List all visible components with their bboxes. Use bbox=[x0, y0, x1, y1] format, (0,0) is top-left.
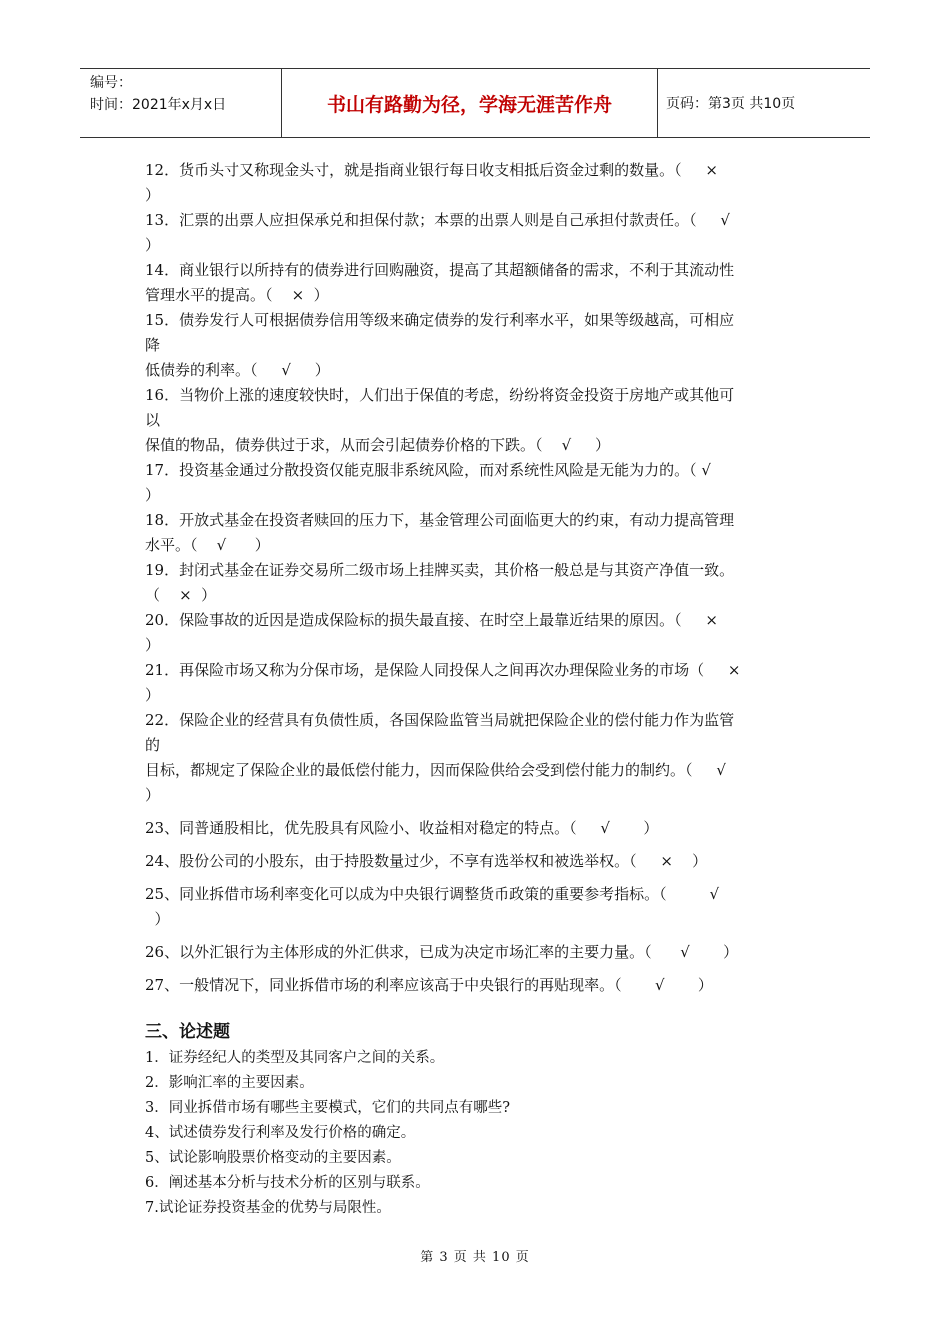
question-line: 水平。（ √ ） bbox=[145, 536, 270, 554]
question-line: ） bbox=[145, 186, 161, 204]
question-line: 13．汇票的出票人应担保承兑和担保付款；本票的出票人则是自己承担付款责任。（ √ bbox=[145, 211, 730, 229]
page-header bbox=[80, 68, 870, 138]
question-line: （ × ） bbox=[145, 586, 217, 604]
motto: 书山有路勤为径，学海无涯苦作舟 bbox=[282, 69, 658, 137]
question-line: 23、同普通股相比，优先股具有风险小、收益相对稳定的特点。（ √ ） bbox=[145, 819, 659, 837]
essay-section bbox=[145, 1018, 813, 1221]
question-line: 27、一般情况下，同业拆借市场的利率应该高于中央银行的再贴现率。（ √ ） bbox=[145, 976, 713, 994]
question-line: 降 bbox=[145, 336, 161, 354]
question-line: ） bbox=[145, 910, 170, 928]
question-line: ） bbox=[145, 486, 161, 504]
question-line: 14．商业银行以所持有的债券进行回购融资，提高了其超额储备的需求，不利于其流动性 bbox=[145, 261, 735, 279]
page-info: 页码：第3页 共10页 bbox=[666, 96, 796, 112]
question-line: ） bbox=[145, 236, 161, 254]
question-line: 26、以外汇银行为主体形成的外汇供求，已成为决定市场汇率的主要力量。（ √ ） bbox=[145, 943, 739, 961]
question-line: 的 bbox=[145, 736, 161, 754]
question-line: 22．保险企业的经营具有负债性质，各国保险监管当局就把保险企业的偿付能力作为监管 bbox=[145, 711, 735, 729]
more-questions bbox=[145, 816, 813, 998]
section-title: 三、论述题 bbox=[145, 1022, 230, 1042]
essay-item: 2．影响汇率的主要因素。 bbox=[145, 1075, 314, 1091]
essay-item: 7.试论证券投资基金的优势与局限性。 bbox=[145, 1200, 391, 1216]
header-meta bbox=[80, 69, 282, 137]
question-line: 18．开放式基金在投资者赎回的压力下，基金管理公司面临更大的约束，有动力提高管理 bbox=[145, 511, 735, 529]
essay-item: 4、试述债券发行利率及发行价格的确定。 bbox=[145, 1125, 416, 1141]
question-line: ） bbox=[145, 786, 161, 804]
true-false-questions bbox=[145, 158, 813, 808]
question-line: 目标，都规定了保险企业的最低偿付能力，因而保险供给会受到偿付能力的制约。（ √ bbox=[145, 761, 726, 779]
question-line: ） bbox=[145, 686, 161, 704]
question-line: 管理水平的提高。（ × ） bbox=[145, 286, 329, 304]
question-line: 20．保险事故的近因是造成保险标的损失最直接、在时空上最靠近结果的原因。（ × bbox=[145, 611, 718, 629]
question-line: 12．货币头寸又称现金头寸，就是指商业银行每日收支相抵后资金过剩的数量。（ × bbox=[145, 161, 718, 179]
question-line: 保值的物品，债券供过于求，从而会引起债券价格的下跌。（ √ ） bbox=[145, 436, 610, 454]
essay-item: 5、试论影响股票价格变动的主要因素。 bbox=[145, 1150, 401, 1166]
question-line: 17．投资基金通过分散投资仅能克服非系统风险，而对系统性风险是无能为力的。（ √ bbox=[145, 461, 711, 479]
question-line: 24、股份公司的小股东，由于持股数量过少，不享有选举权和被选举权。（ × ） bbox=[145, 852, 708, 870]
question-line: 21．再保险市场又称为分保市场，是保险人同投保人之间再次办理保险业务的市场（ × bbox=[145, 661, 741, 679]
code-label: 编号： bbox=[90, 75, 132, 91]
essay-item: 1．证券经纪人的类型及其同客户之间的关系。 bbox=[145, 1050, 445, 1066]
question-line: 15．债券发行人可根据债券信用等级来确定债券的发行利率水平，如果等级越高，可相应 bbox=[145, 311, 735, 329]
essay-item: 3．同业拆借市场有哪些主要模式，它们的共同点有哪些? bbox=[145, 1100, 510, 1116]
document-body bbox=[145, 158, 813, 1221]
question-line: 16．当物价上涨的速度较快时，人们出于保值的考虑，纷纷将资金投资于房地产或其他可 bbox=[145, 386, 735, 404]
question-line: 25、同业拆借市场利率变化可以成为中央银行调整货币政策的重要参考指标。（ √ bbox=[145, 885, 720, 903]
question-line: 以 bbox=[145, 411, 161, 429]
question-line: ） bbox=[145, 636, 161, 654]
page-footer: 第 3 页 共 10 页 bbox=[420, 1250, 530, 1265]
time-text: 时间：2021年x月x日 bbox=[90, 97, 227, 113]
essay-item: 6．阐述基本分析与技术分析的区别与联系。 bbox=[145, 1175, 430, 1191]
question-line: 低债券的利率。（ √ ） bbox=[145, 361, 330, 379]
question-line: 19．封闭式基金在证券交易所二级市场上挂牌买卖，其价格一般总是与其资产净值一致。 bbox=[145, 561, 735, 579]
